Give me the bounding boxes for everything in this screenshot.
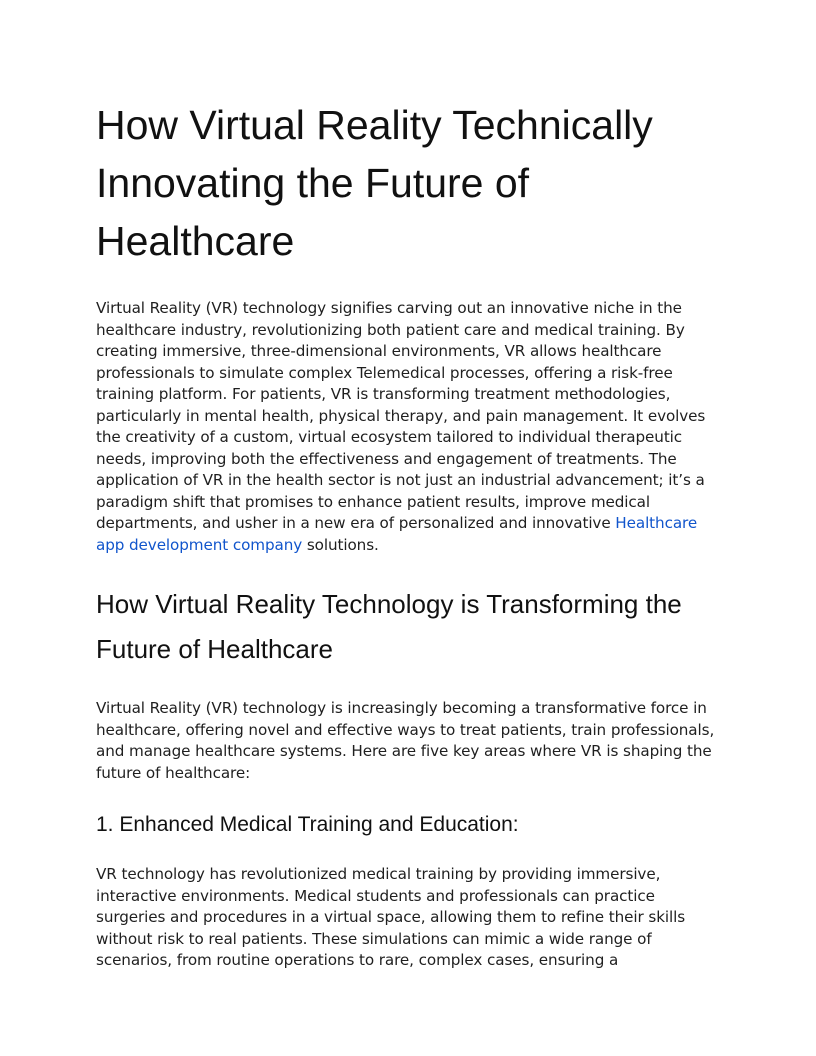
intro-text: Virtual Reality (VR) technology signifies carving out an innovative niche in the healthcare industry, revolutionizing both patient care and medical training. By creating immersive, three-dimensional environments, VR allows healthcare professionals to simulate complex Telemedical processes, offering a risk-free training platform. For patients, VR is transforming treatment methodologies, particularly in mental health, physical therapy, and pain management. It evolves the creativity of a custom, virtual ecosystem tailored to individual therapeutic needs, improving both the effectiveness and engagement of treatments. The application of VR in the health sector is not just an industrial advancement; it’s a paradigm shift that promises to enhance patient results, improve medical departments, and usher in a new era of personalized and innovative — [96, 299, 706, 532]
subsection-paragraph: VR technology has revolutionized medical training by providing immersive, interactive environments. Medical students and professionals can practice surgeries and procedures in a virtual space, allowing them to refine their skills without risk to real patients. These simulations can mimic a wide range of scenarios, from routine operations to rare, complex cases, ensuring a — [96, 865, 686, 969]
intro-paragraph — [96, 298, 720, 556]
section-heading: How Virtual Reality Technology is Transforming the Future of Healthcare — [96, 589, 682, 664]
subsection-heading: 1. Enhanced Medical Training and Education: — [96, 813, 519, 836]
document-page — [96, 96, 720, 972]
healthcare-app-development-link[interactable]: Healthcare app development company — [96, 514, 698, 554]
document-title: How Virtual Reality Technically Innovating the Future of Healthcare — [96, 102, 653, 264]
section-paragraph: Virtual Reality (VR) technology is increasingly becoming a transformative force in healthcare, offering novel and effective ways to treat patients, train professionals, and manage healthcare systems. Here are five key areas where VR is shaping the future of healthcare: — [96, 699, 715, 782]
intro-text-end: solutions. — [302, 535, 379, 554]
